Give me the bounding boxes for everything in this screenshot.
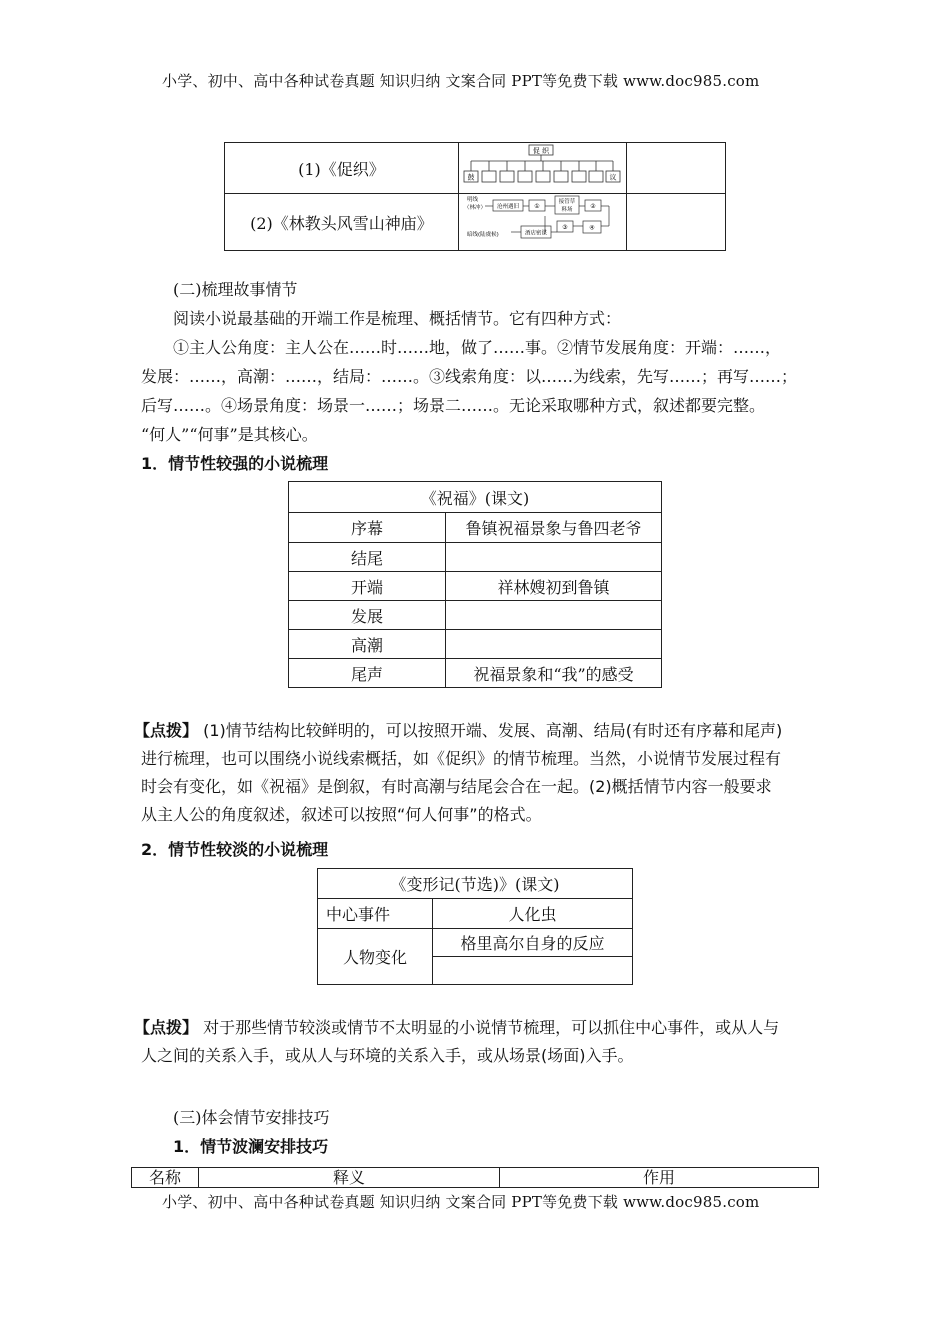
zhufu-row-label: 开端 — [289, 572, 446, 601]
ming-line-sub: （林冲） — [463, 205, 486, 211]
col-header-name: 名称 — [132, 1168, 199, 1188]
change-value — [433, 957, 633, 985]
col-header-effect: 作用 — [500, 1168, 819, 1188]
zhufu-row-label: 序幕 — [289, 513, 446, 543]
tip1-label: 【点拨】 — [134, 721, 199, 740]
tip2-block — [134, 1014, 824, 1070]
diagram-box-take-over-b: 料场 — [561, 207, 573, 213]
zhufu-row-value — [446, 630, 662, 659]
tip2-line-2: 人之间的关系入手，或从人与环境的关系入手，或从场景(场面)入手。 — [141, 1046, 634, 1065]
center-event-label: 中心事件 — [318, 899, 433, 929]
zhufu-row-value — [446, 543, 662, 572]
zhufu-table — [288, 481, 662, 688]
zhufu-row-value — [446, 601, 662, 630]
tip1-line-2: 进行梳理，也可以围绕小说线索概括，如《促织》的情节梳理。当然，小说情节发展过程有 — [141, 749, 782, 768]
linchong-blank-cell — [626, 194, 725, 251]
bianxing-caption: 《变形记(节选)》(课文) — [318, 869, 633, 899]
zhufu-row-label: 结尾 — [289, 543, 446, 572]
cuzhi-blank-cell — [626, 143, 725, 194]
work-linchong-label: (2)《林教头风雪山神庙》 — [225, 194, 459, 251]
works-table — [224, 142, 726, 251]
work-cuzhi-label: (1)《促织》 — [225, 143, 459, 194]
methods-line-4: “何人”“何事”是其核心。 — [141, 425, 318, 444]
an-line-label: 暗线(陆虞候) — [466, 232, 499, 238]
linchong-clue-diagram — [458, 194, 626, 251]
zhufu-caption: 《祝福》(课文) — [289, 482, 662, 513]
tip1-line-4: 从主人公的角度叙述，叙述可以按照“何人何事”的格式。 — [141, 805, 542, 824]
page-header: 小学、初中、高中各种试卷真题 知识归纳 文案合同 PPT等免费下载 www.doc985.com — [162, 72, 760, 90]
zhufu-row-value: 鲁镇祝福景象与鲁四老爷 — [446, 513, 662, 543]
diagram-box-reunion: 沧州遇旧 — [496, 204, 519, 210]
tip2-label: 【点拨】 — [134, 1018, 199, 1037]
methods-line-3: 后写……。④场景角度：场景一……；场景二……。无论采取哪种方式，叙述都要完整。 — [141, 396, 766, 415]
diagram-box-take-over-a: 接管草 — [558, 199, 576, 205]
methods-line-1: ①主人公角度：主人公在……时……地，做了……事。②情节发展角度：开端：……， — [173, 338, 782, 357]
section3-title: (三)体会情节安排技巧 — [173, 1108, 330, 1127]
methods-line-2: 发展：……，高潮：……，结局：……。③线索角度：以……为线索，先写……；再写……； — [141, 367, 798, 386]
diagram-box-tavern: 酒店密谋 — [524, 230, 547, 237]
cuzhi-diagram-left: 鼓 — [467, 173, 475, 182]
technique-table — [131, 1167, 819, 1188]
page-footer: 小学、初中、高中各种试卷真题 知识归纳 文案合同 PPT等免费下载 www.doc985.com — [162, 1193, 760, 1211]
zhufu-row-label: 尾声 — [289, 659, 446, 688]
bianxing-table — [317, 868, 633, 985]
section2-title: (二)梳理故事情节 — [173, 280, 298, 299]
zhufu-row-label: 高潮 — [289, 630, 446, 659]
diagram-circle-2: ② — [590, 203, 596, 210]
tip2-line-1: 对于那些情节较淡或情节不太明显的小说情节梳理，可以抓住中心事件，或从人与 — [198, 1018, 780, 1037]
linchong-diagram-svg — [459, 194, 625, 246]
sub1-title: 1．情节性较强的小说梳理 — [141, 454, 329, 473]
cuzhi-diagram-top: 促 织 — [532, 147, 550, 155]
diagram-circle-1: ① — [534, 203, 540, 210]
tip1-block — [134, 717, 824, 829]
diagram-circle-4: ④ — [589, 224, 595, 232]
ming-line-label: 明线 — [466, 197, 478, 203]
tip1-line-3: 时会有变化，如《祝福》是倒叙，有时高潮与结尾会合在一起。(2)概括情节内容一般要求 — [141, 777, 772, 796]
tip1-line-1: (1)情节结构比较鲜明的，可以按照开端、发展、高潮、结局(有时还有序幕和尾声) — [198, 721, 783, 740]
zhufu-row-value: 祥林嫂初到鲁镇 — [446, 572, 662, 601]
change-value: 格里高尔自身的反应 — [433, 929, 633, 957]
zhufu-row-label: 发展 — [289, 601, 446, 630]
cuzhi-diagram-svg — [459, 143, 625, 189]
change-label: 人物变化 — [318, 929, 433, 985]
cuzhi-structure-diagram — [458, 143, 626, 194]
diagram-circle-3: ③ — [562, 224, 568, 231]
zhufu-row-value: 祝福景象和“我”的感受 — [446, 659, 662, 688]
col-header-meaning: 释义 — [199, 1168, 500, 1188]
section3-sub1-title: 1．情节波澜安排技巧 — [173, 1137, 329, 1156]
cuzhi-diagram-right: 议 — [609, 173, 617, 182]
section2-intro: 阅读小说最基础的开端工作是梳理、概括情节。它有四种方式： — [173, 309, 622, 328]
sub2-title: 2．情节性较淡的小说梳理 — [141, 840, 329, 859]
center-event-value: 人化虫 — [433, 899, 633, 929]
